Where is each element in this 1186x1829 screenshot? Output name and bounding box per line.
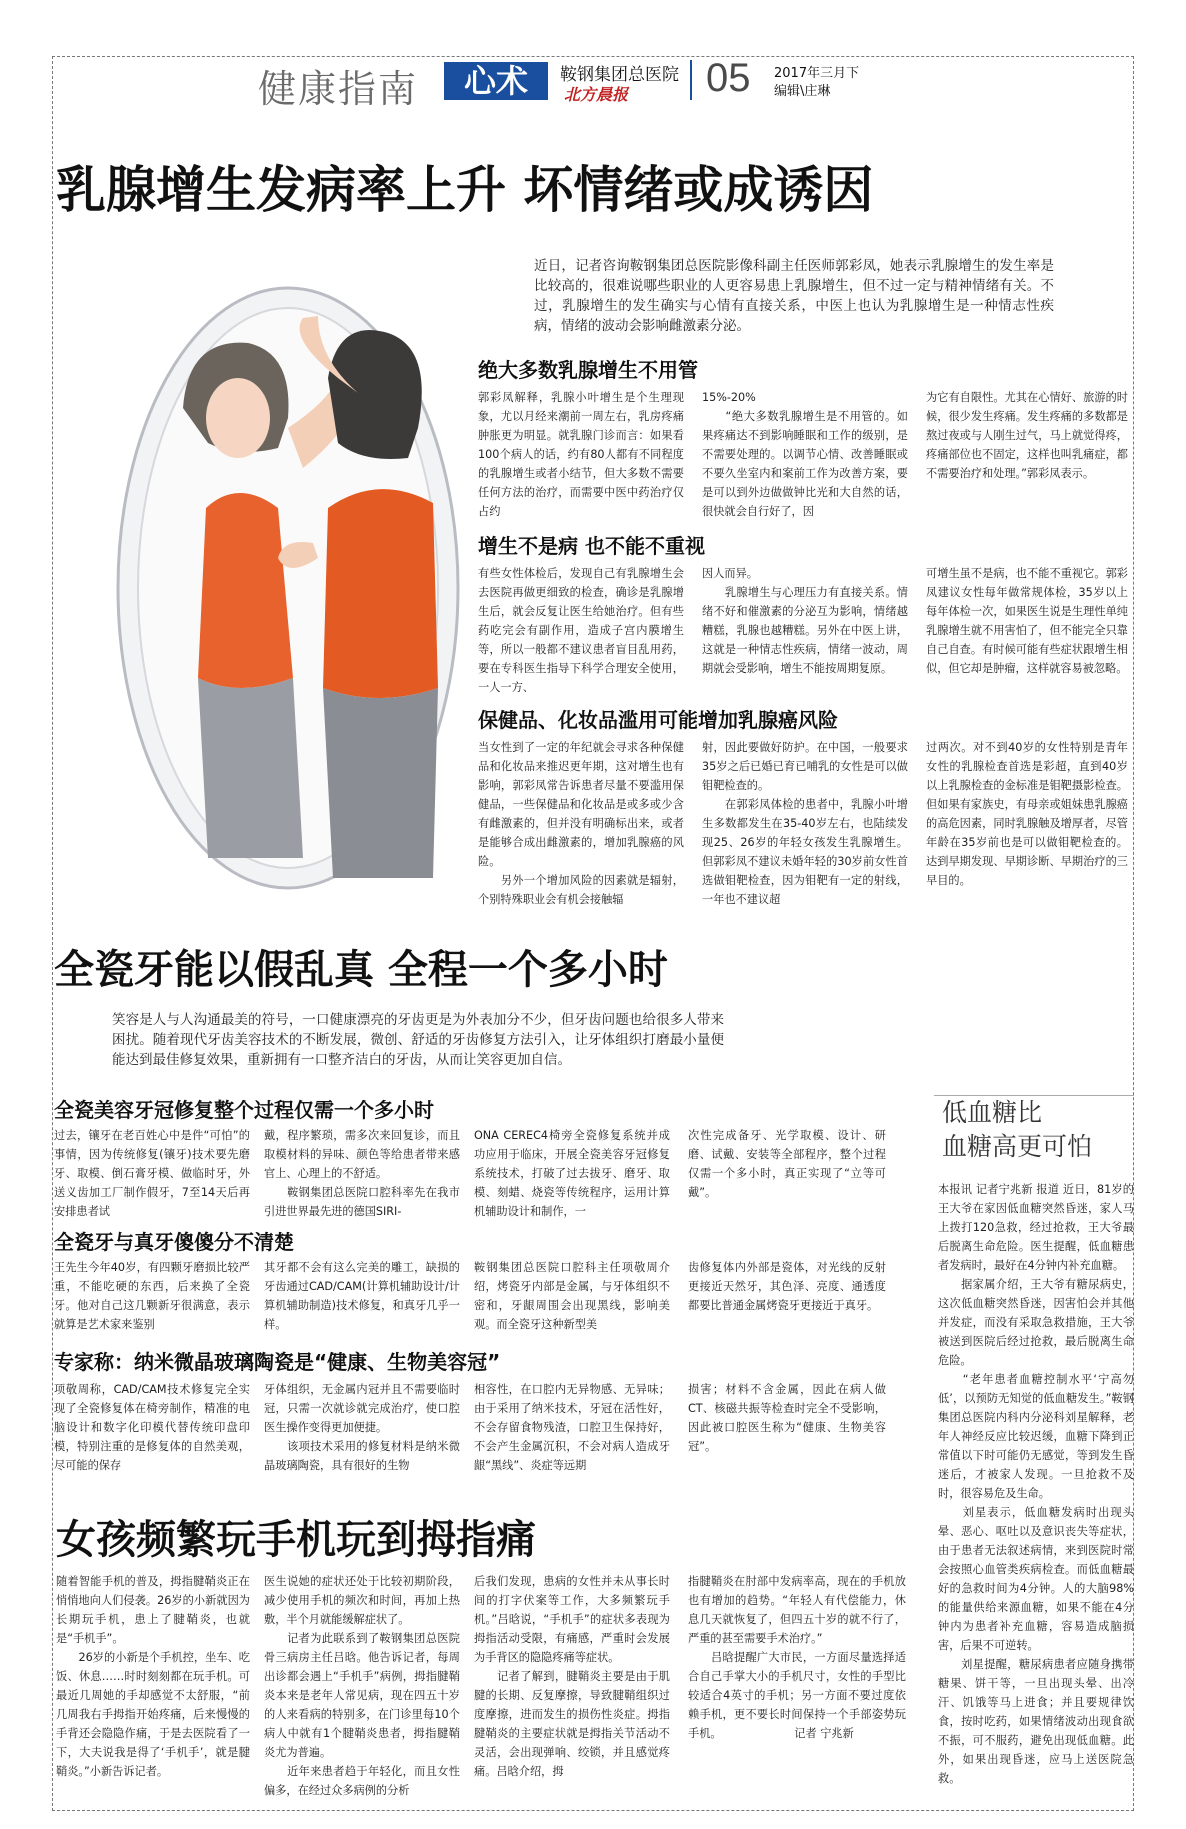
section-name: 健康指南 (258, 67, 419, 111)
header-divider (690, 60, 692, 100)
article2-lead: 笑容是人与人沟通最美的符号，一口健康漂亮的牙齿更是为外表加分不少，但牙齿问题也给很多人带来困扰。随着现代牙齿美容技术的不断发展，微创、舒适的牙齿修复方法引入，让牙体组织打磨最小量便能达到最佳修复效果，重新拥有一口整齐洁白的牙齿，从而让笑容更加自信。 (112, 1012, 724, 1068)
article2-sub1-col1: 过去，镶牙在老百姓心中是件“可怕”的事情，因为传统修复(镶牙)技术要先磨牙、取模、倒石膏牙模、做临时牙，外送义齿加工厂制作假牙，7至14天后再安排患者试 (54, 1129, 250, 1218)
article2-headline: 全瓷牙能以假乱真 全程一个多小时 (54, 947, 668, 993)
article2-sub2-col2: 其牙都不会有这么完美的雕工，缺损的牙齿通过CAD/CAM(计算机辅助设计/计算机辅助制造)技术修复，和真牙几乎一样。 (264, 1261, 460, 1331)
article2-sub1-col3: ONA CEREC4椅旁全瓷修复系统并成功应用于临床，开展全瓷美容牙冠修复系统技术，打破了过去拔牙、磨牙、取模、刻蜡、烧瓷等传统程序，运用计算机辅助设计和制作，一 (474, 1129, 670, 1218)
article1-sub1-col2: 15%-20% “绝大多数乳腺增生是不用管的。如果疼痛达不到影响睡眠和工作的级别，是不需要处理的。以调节心情、改善睡眠或不要久坐室内和案前工作为改善方案，要是可以到外边做做钟比光和大自然的话，很快就会自行好了，因 (702, 391, 908, 518)
article1-sub2-col3: 可增生虽不是病，也不能不重视它。郭彩凤建议女性每年做常规体检，35岁以上每年体检一次，如果医生说是生理性单纯乳腺增生就不用害怕了，但不能完全只靠自己自查。有时候可能有些症状跟增生相似，但它却是肿瘤，这样就容易被忽略。 (926, 567, 1128, 675)
article2-sub2-col3: 鞍钢集团总医院口腔科主任项敬周介绍，烤瓷牙内部是金属，与牙体组织不密和，牙龈周围会出现黑线，影响美观。而全瓷牙这种新型美 (474, 1261, 670, 1331)
hospital-name: 鞍钢集团总医院 (560, 65, 679, 85)
article2-sub1-col2: 戴，程序繁琐，需多次来回复诊，而且取模材料的异味、颜色等给患者带来感官上、心理上的不舒适。 鞍钢集团总医院口腔科率先在我市引进世界最先进的德国SIRI- (264, 1129, 460, 1218)
article2-sub2-col1: 王先生今年40岁，有四颗牙磨损比较严重，不能吃硬的东西，后来换了全瓷牙。他对自己这几颗新牙很满意，表示就算是艺术家来鉴别 (54, 1261, 250, 1331)
sidebar-title (942, 1096, 1092, 1164)
article1-sub1-col1: 郭彩凤解释，乳腺小叶增生是个生理现象，尤以月经来潮前一周左右，乳房疼痛肿胀更为明显。就乳腺门诊而言：如果看100个病人的话，约有80人都有不同程度的乳腺增生或者小结节，但大多数不需要任何方法的治疗，而需要中医中药治疗仅占约 (478, 391, 684, 518)
article1-subheading-2: 增生不是病 也不能不重视 (478, 534, 705, 558)
mirror-woman-illustration (88, 258, 484, 898)
article2-sub2-col4: 齿修复体内外部是瓷体，对光线的反射更接近天然牙，其色泽、亮度、通透度都要比普通金属烤瓷牙更接近于真牙。 (688, 1261, 886, 1312)
article1-headline: 乳腺增生发病率上升 坏情绪或成诱因 (56, 161, 874, 219)
page-header (258, 56, 1118, 111)
article1-sub2-col1: 有些女性体检后，发现自己有乳腺增生会去医院再做更细致的检查，确诊是乳腺增生后，就会反复让医生给她治疗。但有些药吃完会有副作用，造成子宫内膜增生等，所以一般都不建议患者盲目乱用药，要在专科医生指导下科学合理安全使用，一人一方、 (478, 567, 684, 694)
sidebar-title-line2: 血糖高更可怕 (942, 1132, 1093, 1161)
article2-sub3-col3: 相容性，在口腔内无异物感、无异味；由于采用了纳米技术，牙冠在活性好，不会存留食物残渣，口腔卫生保持好，不会产生金属沉积，不会对病人造成牙龈“黑线”、炎症等远期 (474, 1383, 670, 1472)
article2-sub1-col4: 次性完成备牙、光学取模、设计、研磨、试戴、安装等全部程序，整个过程仅需一个多小时，真正实现了“立等可戴”。 (688, 1129, 886, 1199)
sidebar-title-line1: 低血糖比 (942, 1098, 1043, 1127)
column-logo: 心术 (444, 62, 548, 100)
article1-sub2-col2: 因人而异。 乳腺增生与心理压力有直接关系。情绪不好和催激素的分泌互为影响，情绪越糟糕，乳腺也越糟糕。另外在中医上讲，这就是一种情志性疾病，情绪一波动，周期就会受影响，增生不能按周期复原。 (702, 567, 908, 675)
article1-subheading-3: 保健品、化妆品滥用可能增加乳腺癌风险 (478, 708, 838, 732)
article2-subheading-1: 全瓷美容牙冠修复整个过程仅需一个多小时 (54, 1098, 434, 1122)
article3-col3: 后我们发现，患病的女性并未从事长时间的打字伏案等工作，大多频繁玩手机。”吕晗说，“手机手”的症状多表现为拇指活动受限，有痛感，严重时会发展为手背区的隐隐疼痛等症状。 记者了解到，腱鞘炎主要是由于肌腱的长期、反复摩擦，导致腱鞘组织过度摩擦，进而发生的损伤性炎症。拇指腱鞘炎的主要症状就是拇指关节活动不灵活，会出现弹响、绞锁，并且感觉疼痛。吕晗介绍，拇 (474, 1575, 670, 1778)
article2-sub3-col4: 损害；材料不含金属，因此在病人做CT、核磁共振等检查时完全不受影响，因此被口腔医生称为“健康、生物美容冠”。 (688, 1383, 886, 1453)
issue-date: 2017年三月下 (774, 66, 860, 81)
newspaper-name: 北方晨报 (564, 85, 629, 104)
article2-subheading-3: 专家称：纳米微晶玻璃陶瓷是“健康、生物美容冠” (54, 1350, 501, 1374)
article1-lead: 近日，记者咨询鞍钢集团总医院影像科副主任医师郭彩凤，她表示乳腺增生的发生率是比较高的，很难说哪些职业的人更容易患上乳腺增生，但不过一定与精神情绪有关。不过，乳腺增生的发生确实与心情有直接关系，中医上也认为乳腺增生是一种情志性疾病，情绪的波动会影响雌激素分泌。 (534, 258, 1054, 334)
article2-sub3-col1: 项敬周称，CAD/CAM技术修复完全实现了全瓷修复体在椅旁制作，精准的电脑设计和数字化印模代替传统印盘印模，特别注重的是修复体的自然美观，尽可能的保存 (54, 1383, 250, 1472)
article1-sub1-col3: 为它有自限性。尤其在心情好、旅游的时候，很少发生疼痛。发生疼痛的多数都是熬过夜或与人刚生过气，马上就觉得疼，疼痛部位也不固定，这样也叫乳痛症，都不需要治疗和处理。”郭彩凤表示。 (926, 391, 1128, 480)
article1-sub3-col2: 射，因此要做好防护。在中国，一般要求35岁之后已婚已育已哺乳的女性是可以做钼靶检查的。 在郭彩凤体检的患者中，乳腺小叶增生多数都发生在35-40岁左右，也陆续发现25、26岁的年轻女孩发生乳腺增生。但郭彩凤不建议未婚年轻的30岁前女性首选做钼靶检查，因为钼靶有一定的射线，一年也不建议超 (702, 741, 908, 906)
sidebar-article-text: 本报讯 记者宁兆新 报道 近日，81岁的王大爷在家因低血糖突然昏迷，家人马上拨打120急救，经过抢救，王大爷最后脱离生命危险。医生提醒，低血糖患者发病时，最好在4分钟内补充血糖。 据家属介绍，王大爷有糖尿病史，这次低血糖突然昏迷，因害怕会并其他并发症，而没有采取急救措施，王大爷被送到医院后经过抢救，最后脱离生命危险。 “老年患者血糖控制水平‘宁高勿低’，以预防无知觉的低血糖发生。”鞍钢集团总医院内科内分泌科刘星解释，老年人神经反应比较迟缓，血糖下降到正常值以下时可能仍无感觉，等到发生昏迷后，才被家人发现。一旦抢救不及时，很容易危及生命。 刘星表示，低血糖发病时出现头晕、恶心、呕吐以及意识丧失等症状，由于患者无法叙述病情，来到医院时常会按照心血管类疾病检查。而低血糖最好的急救时间为4分钟。人的大脑98%的能量供给来源血糖，如果不能在4分钟内为患者补充血糖，容易造成脑损害，后果不可逆转。 刘星提醒，糖尿病患者应随身携带糖果、饼干等，一旦出现头晕、出冷汗、饥饿等马上进食；并且要规律饮食，按时吃药，如果情绪波动出现食欲不振，可不服药，避免出现低血糖。此外，如果出现昏迷，应马上送医院急救。 (938, 1183, 1134, 1785)
article1-sub3-col1: 当女性到了一定的年纪就会寻求各种保健品和化妆品来推迟更年期，这对增生也有影响，郭彩凤常告诉患者尽量不要滥用保健品，一些保健品和化妆品是或多或少含有雌激素的，但并没有明确标出来，或者是能够合成出雌激素的，增加乳腺癌的风险。 另外一个增加风险的因素就是辐射，个别特殊职业会有机会接触辐 (478, 741, 684, 906)
page-number: 05 (706, 56, 751, 100)
article2-sub3-col2: 牙体组织，无金属内冠并且不需要临时冠，只需一次就诊就完成治疗，使口腔医生操作变得更加便捷。 该项技术采用的修复材料是纳米微晶玻璃陶瓷，具有很好的生物 (264, 1383, 460, 1472)
article3-col1: 随着智能手机的普及，拇指腱鞘炎正在悄悄地向人们侵袭。26岁的小新就因为长期玩手机，患上了腱鞘炎，也就是“手机手”。 26岁的小新是个手机控，坐车、吃饭、休息……时时刻刻都在玩手机。可最近几周她的手却感觉不太舒服，“前几周我右手拇指开始疼痛，后来慢慢的手背还会隐隐作痛，于是去医院看了一下，大夫说我是得了‘手机手’，就是腱鞘炎。”小新告诉记者。 (56, 1575, 250, 1778)
article1-sub3-col3: 过两次。对不到40岁的女性特别是青年女性的乳腺检查首选是彩超，直到40岁以上乳腺检查的金标准是钼靶摄影检查。但如果有家族史，有母亲或姐妹患乳腺癌的高危因素，同时乳腺触及增厚者，尽管年龄在35岁前也是可以做钼靶检查的。达到早期发现、早期诊断、早期治疗的三早目的。 (926, 741, 1128, 887)
article1-subheading-1: 绝大多数乳腺增生不用管 (478, 358, 698, 382)
article3-col2: 医生说她的症状还处于比较初期阶段，减少使用手机的频次和时间，再加上热敷，半个月就能缓解症状了。 记者为此联系到了鞍钢集团总医院骨三病房主任吕晗。他告诉记者，每周出诊都会遇上“手机手”病例，拇指腱鞘炎本来是老年人常见病，现在四五十岁的人来看病的特别多，在门诊里每10个病人中就有1个腱鞘炎患者，拇指腱鞘炎尤为普遍。 近年来患者趋于年轻化，而且女性偏多，在经过众多病例的分析 (264, 1575, 460, 1797)
editor-credit: 编辑\庄琳 (774, 84, 831, 99)
article3-headline: 女孩频繁玩手机玩到拇指痛 (56, 1517, 536, 1563)
article3-col4: 指腱鞘炎在肘部中发病率高，现在的手机放也有增加的趋势。“年轻人有代偿能力，休息几天就恢复了，但四五十岁的就不行了，严重的甚至需要手术治疗。” 吕晗提醒广大市民，一方面尽量选择适合自己手掌大小的手机尺寸，女性的手型比较适合4英寸的手机；另一方面不要过度依赖手机，更不要长时间保持一个手部姿势玩手机。 记者 宁兆新 (688, 1575, 906, 1740)
article2-subheading-2: 全瓷牙与真牙傻傻分不清楚 (54, 1230, 294, 1254)
